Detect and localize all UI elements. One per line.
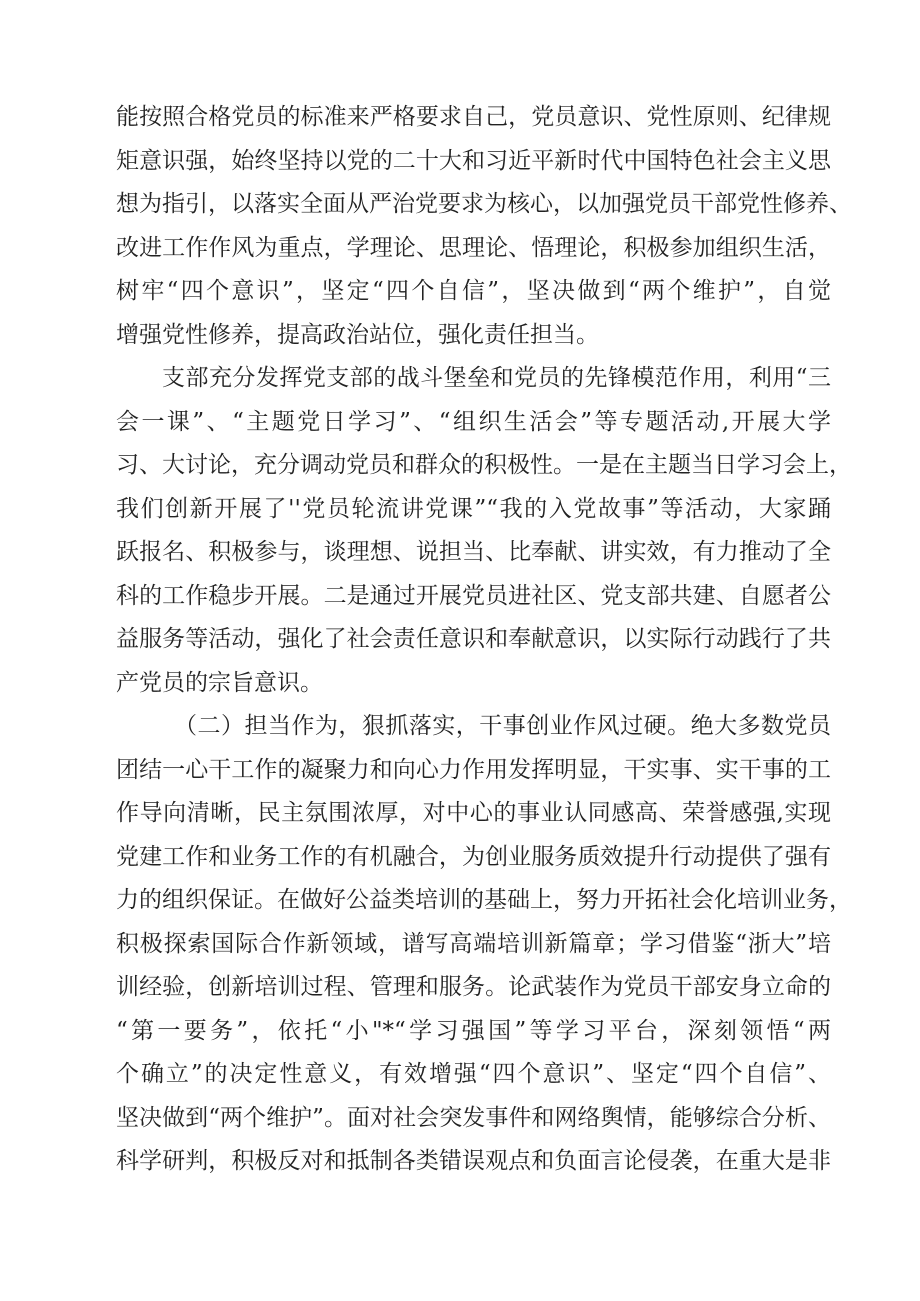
text-line: 树牢“四个意识”，坚定“四个自信”，坚决做到“两个维护”，自觉 xyxy=(116,278,831,304)
text-line: 作导向清晰，民主氛围浓厚，对中心的事业认同感高、荣誉感强,实现 xyxy=(116,800,831,826)
text-line: 党建工作和业务工作的有机融合，为创业服务质效提升行动提供了强有 xyxy=(116,843,831,870)
document-body xyxy=(116,96,852,1184)
section-heading-line: （二）担当作为，狠抓落实，干事创业作风过硬。绝大多数党员 xyxy=(174,713,831,739)
text-line: 益服务等活动，强化了社会责任意识和奉献意识，以实际行动践行了共 xyxy=(116,626,831,652)
text-line: “第一要务”，依托“小"*“学习强国”等学习平台，深刻领悟“两 xyxy=(116,1017,831,1044)
text-line: 想为指引，以落实全面从严治党要求为核心，以加强党员干部党性修养、 xyxy=(116,191,852,217)
text-line: 科的工作稳步开展。二是通过开展党员进社区、党支部共建、自愿者公 xyxy=(116,582,831,609)
text-line: 坚决做到“两个维护”。面对社会突发事件和网络舆情，能够综合分析、 xyxy=(116,1104,831,1131)
text-line: 个确立”的决定性意义，有效增强“四个意识”、坚定“四个自信”、 xyxy=(116,1061,831,1087)
text-line: 跃报名、积极参与，谈理想、说担当、比奉献、讲实效，有力推动了全 xyxy=(116,539,831,565)
paragraph-2 xyxy=(116,357,852,705)
text-line: 能按照合格党员的标准来严格要求自己，党员意识、党性原则、纪律规 xyxy=(116,104,831,130)
text-line: 增强党性修养，提高政治站位，强化责任担当。 xyxy=(116,321,599,348)
text-line: 积极探索国际合作新领域，谱写高端培训新篇章；学习借鉴“浙大”培 xyxy=(116,930,831,957)
text-line: 训经验，创新培训过程、管理和服务。论武装作为党员干部安身立命的 xyxy=(116,974,831,1000)
text-line: 我们创新开展了''党员轮流讲党课”“我的入党故事”等活动，大家踊 xyxy=(116,495,831,522)
text-line: 团结一心干工作的凝聚力和向心力作用发挥明显，干实事、实干事的工 xyxy=(116,756,831,783)
text-line: 力的组织保证。在做好公益类培训的基础上，努力开拓社会化培训业务， xyxy=(116,887,852,913)
text-line: 支部充分发挥党支部的战斗堡垒和党员的先锋模范作用，利用“三 xyxy=(162,365,831,391)
paragraph-3 xyxy=(116,705,852,1184)
text-line: 矩意识强，始终坚持以党的二十大和习近平新时代中国特色社会主义思 xyxy=(116,147,831,174)
paragraph-1 xyxy=(116,96,852,357)
text-line: 会一课”、“主题党日学习”、“组织生活会”等专题活动,开展大学 xyxy=(116,408,831,435)
text-line: 改进工作作风为重点，学理论、思理论、悟理论，积极参加组织生活， xyxy=(116,234,831,261)
text-line: 习、大讨论，充分调动党员和群众的积极性。一是在主题当日学习会上， xyxy=(116,452,852,478)
text-line: 产党员的宗旨意识。 xyxy=(116,669,323,696)
text-line: 科学研判，积极反对和抵制各类错误观点和负面言论侵袭，在重大是非 xyxy=(116,1148,831,1174)
